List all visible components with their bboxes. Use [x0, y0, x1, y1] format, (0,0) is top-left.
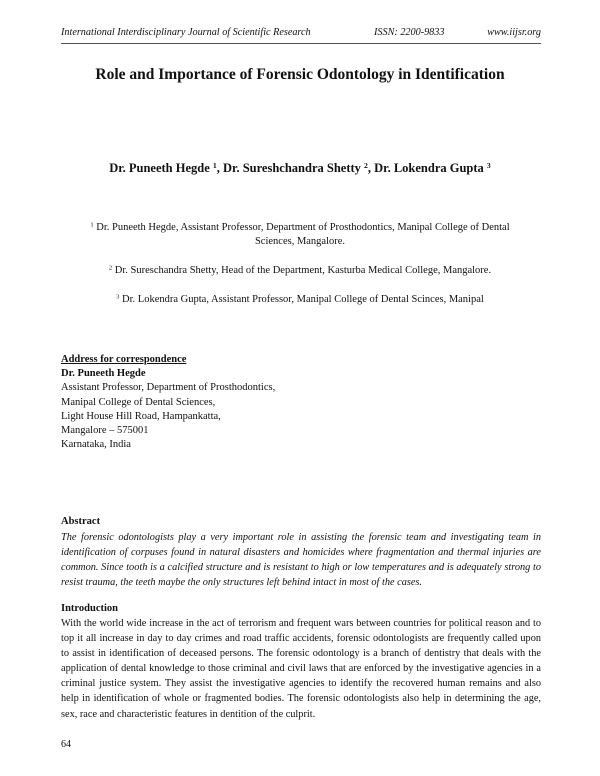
affiliation-text: Dr. Lokendra Gupta, Assistant Professor, Manipal College of Dental Scinces, Manipal: [122, 294, 484, 305]
introduction-heading: Introduction: [61, 603, 118, 614]
affiliation-1: [70, 221, 530, 249]
address-line: Assistant Professor, Department of Prosthodontics,: [61, 382, 276, 394]
issn: ISSN: 2200-9833: [374, 27, 445, 38]
affiliation-text: Dr. Puneeth Hegde, Assistant Professor, Department of Prosthodontics, Manipal College of Dental Sciences, Mangalore.: [96, 222, 510, 247]
journal-website[interactable]: www.iijsr.org: [487, 27, 541, 38]
paper-title: Role and Importance of Forensic Odontology in Identification: [95, 66, 505, 83]
affiliation-2: [70, 264, 530, 278]
author-sup: 3: [486, 160, 491, 170]
address-line: Light House Hill Road, Hampankatta,: [61, 410, 221, 422]
address-line: Mangalore – 575001: [61, 425, 149, 437]
author-list: [40, 161, 560, 176]
correspondence-heading: Address for correspondence: [61, 354, 187, 365]
abstract-heading: Abstract: [61, 516, 101, 527]
affiliation-text: Dr. Sureschandra Shetty, Head of the Department, Kasturba Medical College, Mangalore.: [114, 265, 492, 276]
author-name: Dr. Lokendra Gupta: [374, 161, 487, 175]
author-sup: 1: [212, 160, 217, 170]
address-line: Manipal College of Dental Sciences,: [61, 396, 216, 408]
affiliation-sup: 2: [108, 264, 113, 272]
page-number: 64: [61, 739, 71, 750]
abstract-text: The forensic odontologists play a very important role in assisting the forensic team and investigating team in identification of corpuses found in natural disasters and homicides where fragmentation and thermal injuries are common. Since tooth is a calcified structure and is resistant to high or low temperatures and is adequately strong to resist trauma, the teeth maybe the only structures left behind intact in most of the cases.: [61, 532, 541, 588]
affiliation-3: [70, 293, 530, 307]
correspondence-block: [61, 353, 541, 452]
header-rule: [61, 43, 541, 44]
correspondence-name: Dr. Puneeth Hegde: [61, 368, 146, 380]
address-line: Karnataka, India: [61, 439, 131, 451]
affiliation-sup: 1: [90, 221, 94, 229]
author-sup: 2: [364, 160, 368, 170]
affiliation-sup: 3: [116, 293, 120, 301]
introduction-text: With the world wide increase in the act of terrorism and frequent wars between countries for political reason and to top it all increase in day to day crimes and road traffic accidents, forensic odontologists are frequently called upon to assist in identification of deceased persons. The forensic odontology is a branch of dentistry that deals with the application of dental knowledge to those criminal and civil laws that are enforced by the investigative agencies in a criminal justice system. They assist the investigative agencies to identify the recovered human remains and also help in identification of whole or fragmented bodies. The forensic odontologists also help in determining the age, sex, race and characteristic features in dentition of the culprit.: [61, 618, 541, 720]
running-header: [61, 27, 541, 41]
author-separator: ,: [367, 161, 375, 175]
author-separator: ,: [216, 161, 224, 175]
journal-name: International Interdisciplinary Journal of Scientific Research: [61, 27, 311, 38]
author-name: Dr. Sureshchandra Shetty: [223, 161, 365, 175]
author-name: Dr. Puneeth Hegde: [109, 161, 213, 175]
